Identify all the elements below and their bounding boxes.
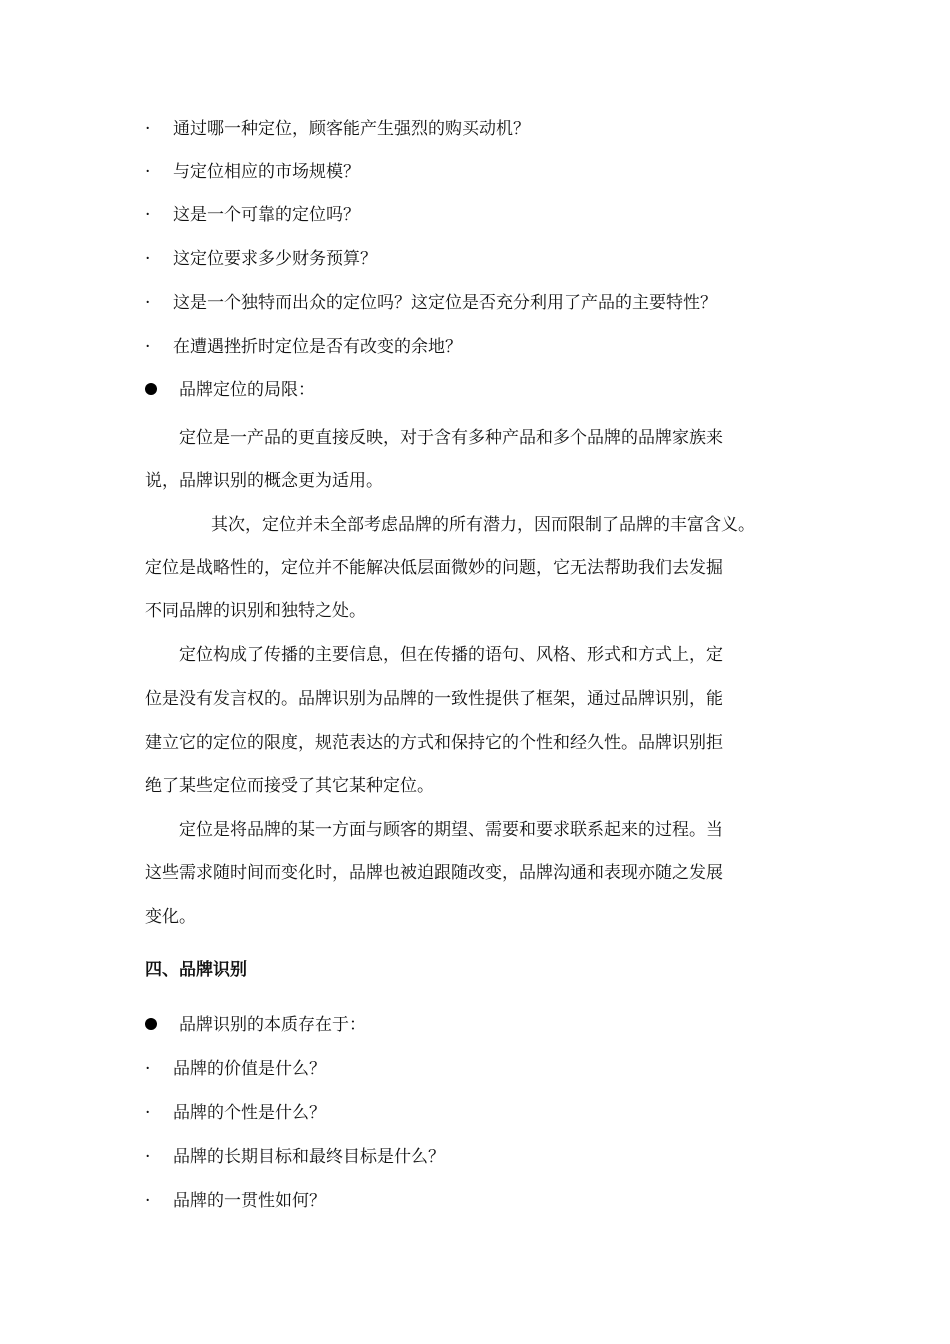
list-item (145, 247, 377, 271)
list-item (145, 1057, 326, 1081)
bullet-marker: · (145, 162, 151, 182)
section-intro-text: 品牌识别的本质存在于： (179, 1015, 366, 1035)
paragraph-line: 说，品牌识别的概念更为适用。 (145, 471, 383, 491)
list-item-text: 这是一个独特而出众的定位吗？这定位是否充分利用了产品的主要特性？ (173, 293, 717, 313)
paragraph-line: 定位是战略性的，定位并不能解决低层面微妙的问题，它无法帮助我们去发掘 (145, 558, 723, 578)
list-item (145, 335, 462, 359)
paragraph-line: 绝了某些定位而接受了其它某种定位。 (145, 776, 434, 796)
list-item (145, 203, 360, 227)
list-item-text: 通过哪一种定位，顾客能产生强烈的购买动机？ (173, 119, 530, 139)
paragraph-line: 定位构成了传播的主要信息，但在传播的语句、风格、形式和方式上，定 (179, 645, 723, 665)
bullet-marker: · (145, 249, 151, 269)
list-item (145, 1189, 326, 1213)
list-item-text: 品牌的价值是什么？ (173, 1059, 326, 1079)
bullet-marker: · (145, 1191, 151, 1211)
list-item-text: 这定位要求多少财务预算？ (173, 249, 377, 269)
bullet-disc-icon (145, 1018, 157, 1030)
paragraph-line: 定位是将品牌的某一方面与顾客的期望、需要和要求联系起来的过程。当 (179, 820, 723, 840)
bullet-marker: · (145, 119, 151, 139)
paragraph-line: 变化。 (145, 907, 196, 927)
list-item-text: 品牌的长期目标和最终目标是什么？ (173, 1147, 445, 1167)
bullet-marker: · (145, 1147, 151, 1167)
list-item-text: 品牌的一贯性如何？ (173, 1191, 326, 1211)
bullet-disc-icon (145, 383, 157, 395)
bullet-marker: · (145, 293, 151, 313)
section-title-limitations (145, 378, 315, 402)
bullet-marker: · (145, 337, 151, 357)
list-item (145, 291, 717, 315)
paragraph-line: 定位是一产品的更直接反映，对于含有多种产品和多个品牌的品牌家族来 (179, 428, 723, 448)
paragraph-line: 建立它的定位的限度，规范表达的方式和保持它的个性和经久性。品牌识别拒 (145, 733, 723, 753)
section-heading: 四、品牌识别 (145, 960, 247, 980)
list-item (145, 160, 360, 184)
paragraph-line: 不同品牌的识别和独特之处。 (145, 601, 366, 621)
bullet-marker: · (145, 1103, 151, 1123)
list-item-text: 与定位相应的市场规模？ (173, 162, 360, 182)
list-item (145, 1145, 445, 1169)
section-title-text: 品牌定位的局限： (179, 380, 315, 400)
paragraph-line: 其次，定位并未全部考虑品牌的所有潜力，因而限制了品牌的丰富含义。 (211, 515, 755, 535)
section-intro (145, 1013, 366, 1037)
list-item-text: 品牌的个性是什么？ (173, 1103, 326, 1123)
list-item-text: 在遭遇挫折时定位是否有改变的余地？ (173, 337, 462, 357)
paragraph-line: 这些需求随时间而变化时，品牌也被迫跟随改变，品牌沟通和表现亦随之发展 (145, 863, 723, 883)
paragraph-line: 位是没有发言权的。品牌识别为品牌的一致性提供了框架，通过品牌识别，能 (145, 689, 723, 709)
bullet-marker: · (145, 1059, 151, 1079)
bullet-marker: · (145, 205, 151, 225)
list-item (145, 1101, 326, 1125)
list-item (145, 117, 530, 141)
list-item-text: 这是一个可靠的定位吗？ (173, 205, 360, 225)
